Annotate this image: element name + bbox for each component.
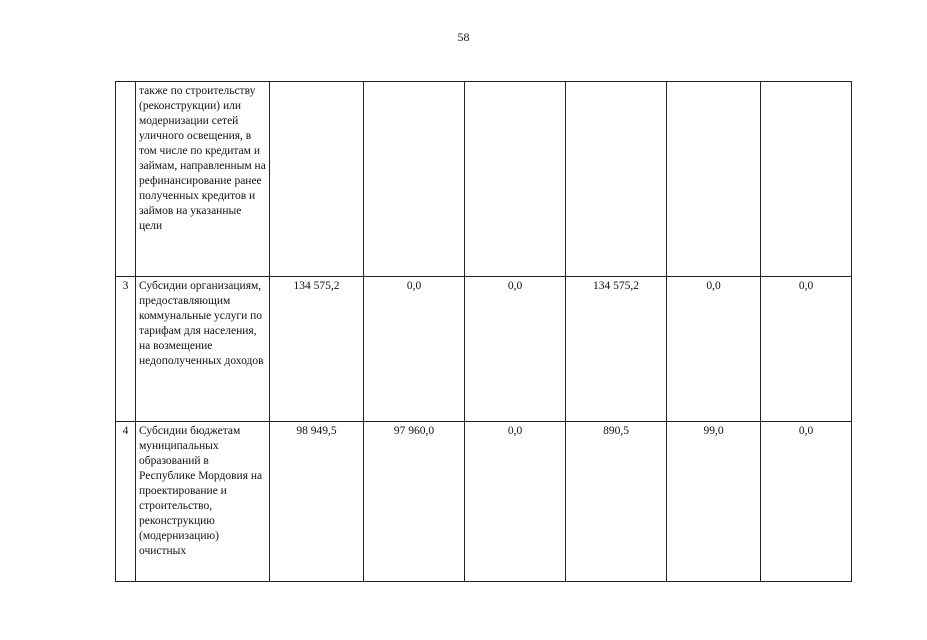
row-name: Субсидии бюджетам муниципальных образований в Республике Мордовия на проектирование и строительство, реконструкцию (модернизацию) очистных <box>136 422 270 582</box>
value-cell: 99,0 <box>667 422 761 582</box>
value-cell <box>667 82 761 277</box>
row-number: 4 <box>116 422 136 582</box>
value-cell: 0,0 <box>465 422 566 582</box>
value-cell <box>465 82 566 277</box>
value-cell: 98 949,5 <box>270 422 364 582</box>
value-cell: 0,0 <box>761 422 852 582</box>
value-cell <box>364 82 465 277</box>
table-row <box>116 277 852 422</box>
row-number <box>116 82 136 277</box>
value-cell: 0,0 <box>667 277 761 422</box>
value-cell: 134 575,2 <box>566 277 667 422</box>
value-cell <box>761 82 852 277</box>
value-cell: 0,0 <box>364 277 465 422</box>
value-cell: 134 575,2 <box>270 277 364 422</box>
value-cell: 890,5 <box>566 422 667 582</box>
table-row <box>116 422 852 582</box>
value-cell <box>270 82 364 277</box>
row-name: также по строительству (реконструкции) или модернизации сетей уличного освещения, в том числе по кредитам и займам, направленным на рефинансирование ранее полученных кредитов и займов на указанные цели <box>136 82 270 277</box>
value-cell: 0,0 <box>465 277 566 422</box>
value-cell <box>566 82 667 277</box>
table-row <box>116 82 852 277</box>
page-number: 58 <box>457 30 470 44</box>
budget-table <box>115 81 852 582</box>
value-cell: 97 960,0 <box>364 422 465 582</box>
row-number: 3 <box>116 277 136 422</box>
value-cell: 0,0 <box>761 277 852 422</box>
row-name: Субсидии организациям, предоставляющим коммунальные услуги по тарифам для населения, на возмещение недополученных доходов <box>136 277 270 422</box>
